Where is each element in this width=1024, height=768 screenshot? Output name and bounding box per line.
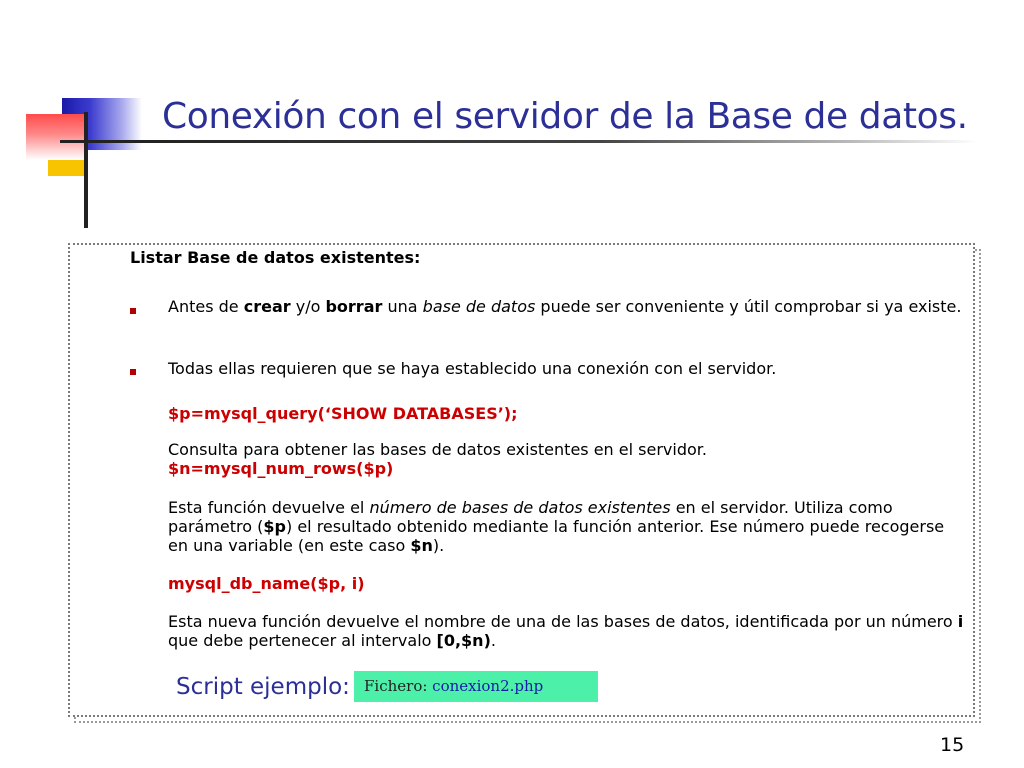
description-num-rows: Esta función devuelve el número de bases de datos existentes en el servidor. Utiliza como parámetro ($p) el resultado obtenido mediante la función anterior. Ese número puede recogerse en una variable (en este caso $n). [168, 498, 945, 555]
file-name: conexion2.php [432, 677, 544, 695]
slide-title: Conexión con el servidor de la Base de datos. [162, 96, 968, 137]
bullet-text: Todas ellas requieren que se haya establecido una conexión con el servidor. [168, 359, 777, 378]
corner-decoration-horizontal-line [60, 140, 138, 143]
description-db-name: Esta nueva función devuelve el nombre de una de las bases de datos, identificada por un número i que debe pertenecer al intervalo [0,$n). [168, 612, 964, 650]
script-example-label: Script ejemplo: [176, 674, 350, 700]
file-label: Fichero: [364, 677, 433, 695]
description-query: Consulta para obtener las bases de datos existentes en el servidor. [168, 440, 707, 459]
code-show-databases: $p=mysql_query(‘SHOW DATABASES’); [168, 404, 518, 423]
file-link[interactable] [354, 671, 598, 702]
corner-decoration-yellow [48, 160, 88, 176]
page-number: 15 [940, 734, 965, 756]
square-bullet-icon [130, 369, 136, 375]
section-heading: Listar Base de datos existentes: [130, 248, 421, 267]
square-bullet-icon [130, 308, 136, 314]
corner-decoration-red [26, 114, 88, 160]
corner-decoration-vertical-line [84, 112, 88, 228]
bullet-text: Antes de crear y/o borrar una base de datos puede ser conveniente y útil comprobar si ya existe. [168, 297, 962, 316]
code-num-rows: $n=mysql_num_rows($p) [168, 459, 394, 478]
title-underline [138, 140, 978, 143]
code-db-name: mysql_db_name($p, i) [168, 574, 365, 593]
